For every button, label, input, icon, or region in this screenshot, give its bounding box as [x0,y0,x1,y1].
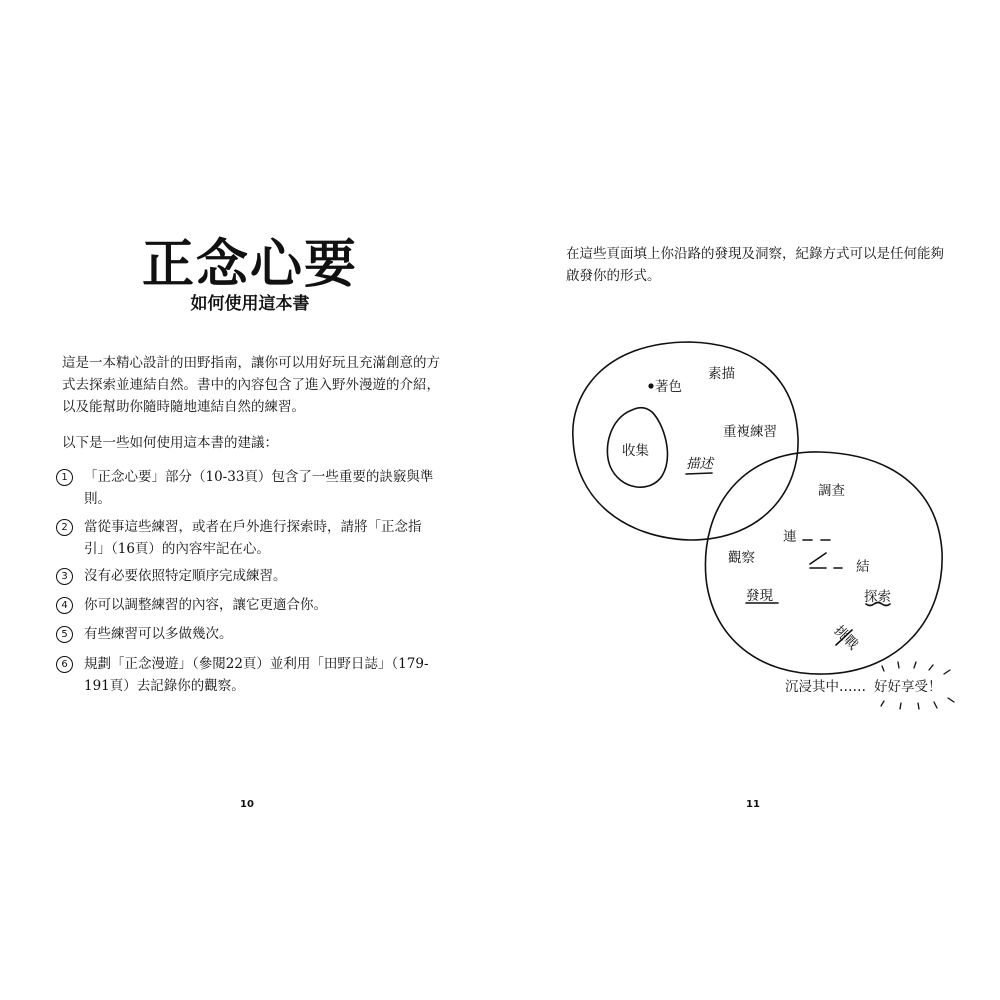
page-number: 11 [746,799,760,810]
page-subtitle: 如何使用這本書 [190,294,310,314]
label-repeat: 重複練習 [723,424,777,440]
page-number: 10 [240,799,254,810]
label-collect: 收集 [622,443,649,459]
label-coloring: 著色 [655,379,682,395]
tip-number: 2 [56,519,73,536]
upper-circle [573,342,798,540]
label-investigate: 調查 [818,483,845,499]
tips-lead: 以下是一些如何使用這本書的建議： [62,435,278,451]
immerse-text: 沉浸其中…… [785,679,866,695]
label-explore: 探索 [864,589,891,605]
connect-zigzag [810,553,826,564]
tip-number: 1 [56,469,73,486]
label-observe: 觀察 [728,550,755,566]
label-challenge: 挑戰 [830,622,862,654]
enjoy-text: 好好享受！ [874,679,942,695]
intro-line: 以及能幫助你隨時隨地連結自然的練習。 [62,399,305,415]
bullet-dot [648,383,653,388]
tip-line: 191頁）去記錄你的觀察。 [84,678,245,694]
tip-number: 3 [56,568,73,585]
label-describe: 描述 [686,456,713,472]
intro-line: 在這些頁面填上你沿路的發現及洞察，紀錄方式可以是任何能夠 [566,246,944,262]
tip-number: 6 [56,656,73,673]
describe-underline [686,473,712,474]
label-connect-b: 結 [856,559,870,575]
intro-line: 啟發你的形式。 [566,268,661,284]
intro-line: 這是一本精心設計的田野指南，讓你可以用好玩且充滿創意的方 [62,355,440,371]
page-title: 正念心要 [141,234,358,295]
tip-line: 則。 [84,491,111,507]
tip-line: 引」（16頁）的內容牢記在心。 [84,541,270,557]
tip-line: 規劃「正念漫遊」（參閱22頁）並利用「田野日誌」（179- [84,656,429,672]
tip-number: 4 [56,597,73,614]
tip-text: 有些練習可以多做幾次。 [84,626,233,642]
tip-number: 5 [56,626,73,643]
tip-line: 「正念心要」部分（10-33頁）包含了一些重要的訣竅與準 [84,469,434,485]
intro-line: 式去探索並連結自然。書中的內容包含了進入野外漫遊的介紹， [62,377,440,393]
tip-text: 沒有必要依照特定順序完成練習。 [84,568,287,584]
tip-line: 當從事這些練習，或者在戶外進行探索時，請將「正念指 [84,519,422,535]
tip-text: 你可以調整練習的內容，讓它更適合你。 [84,597,327,613]
label-connect-a: 連 [783,529,797,545]
label-sketch: 素描 [708,366,735,382]
label-discover: 發現 [746,588,773,604]
